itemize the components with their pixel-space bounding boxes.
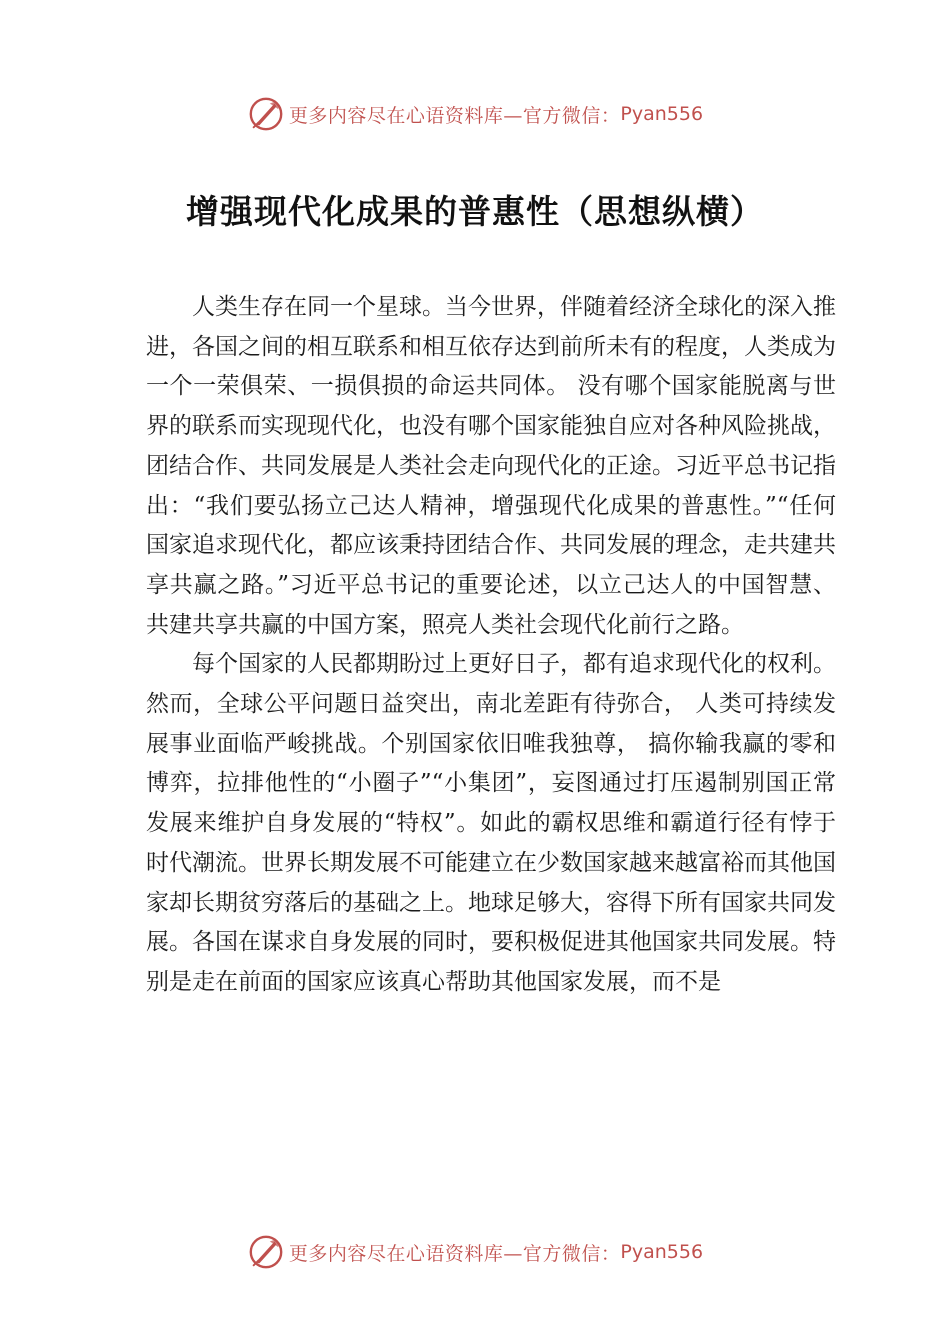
- banner-text: 更多内容尽在心语资料库—官方微信：: [288, 104, 621, 127]
- paragraph-2: 每个国家的人民都期盼过上更好日子，都有追求现代化的权利。然而，全球公平问题日益突出，南北差距有待弥合， 人类可持续发展事业面临严峻挑战。个别国家依旧唯我独尊， 搞你输我赢的零和博弈，拉排他性的“小圈子”“小集团”，妄图通过打压遏制别国正常发展来维护自身发展的“特权”。如此的霸权思维和霸道行径有悖于时代潮流。世界长期发展不可能建立在少数国家越来越富裕而其他国家却长期贫穷落后的基础之上。地球足够大，容得下所有国家共同发展。各国在谋求自身发展的同时，要积极促进其他国家共同发展。特别是走在前面的国家应该真心帮助其他国家发展，而不是: [146, 651, 836, 995]
- footer-banner: [0, 1230, 950, 1274]
- banner-text: 更多内容尽在心语资料库—官方微信：: [288, 1242, 621, 1265]
- quill-logo-icon: [247, 1233, 285, 1271]
- header-banner: [0, 92, 950, 136]
- banner-wechat-id: Pyan556: [620, 103, 704, 125]
- page-title: 增强现代化成果的普惠性（思想纵横）: [186, 192, 764, 231]
- quill-logo-icon: [247, 95, 285, 133]
- article-body: [146, 288, 836, 1003]
- paragraph-1: 人类生存在同一个星球。当今世界，伴随着经济全球化的深入推进，各国之间的相互联系和相互依存达到前所未有的程度，人类成为一个一荣俱荣、一损俱损的命运共同体。 没有哪个国家能脱离与世界的联系而实现现代化，也没有哪个国家能独自应对各种风险挑战，团结合作、共同发展是人类社会走向现代化的正途。习近平总书记指出：“我们要弘扬立己达人精神，增强现代化成果的普惠性。”“任何国家追求现代化，都应该秉持团结合作、共同发展的理念，走共建共享共赢之路。”习近平总书记的重要论述，以立己达人的中国智慧、共建共享共赢的中国方案，照亮人类社会现代化前行之路。: [146, 294, 836, 638]
- banner-wechat-id: Pyan556: [620, 1241, 704, 1263]
